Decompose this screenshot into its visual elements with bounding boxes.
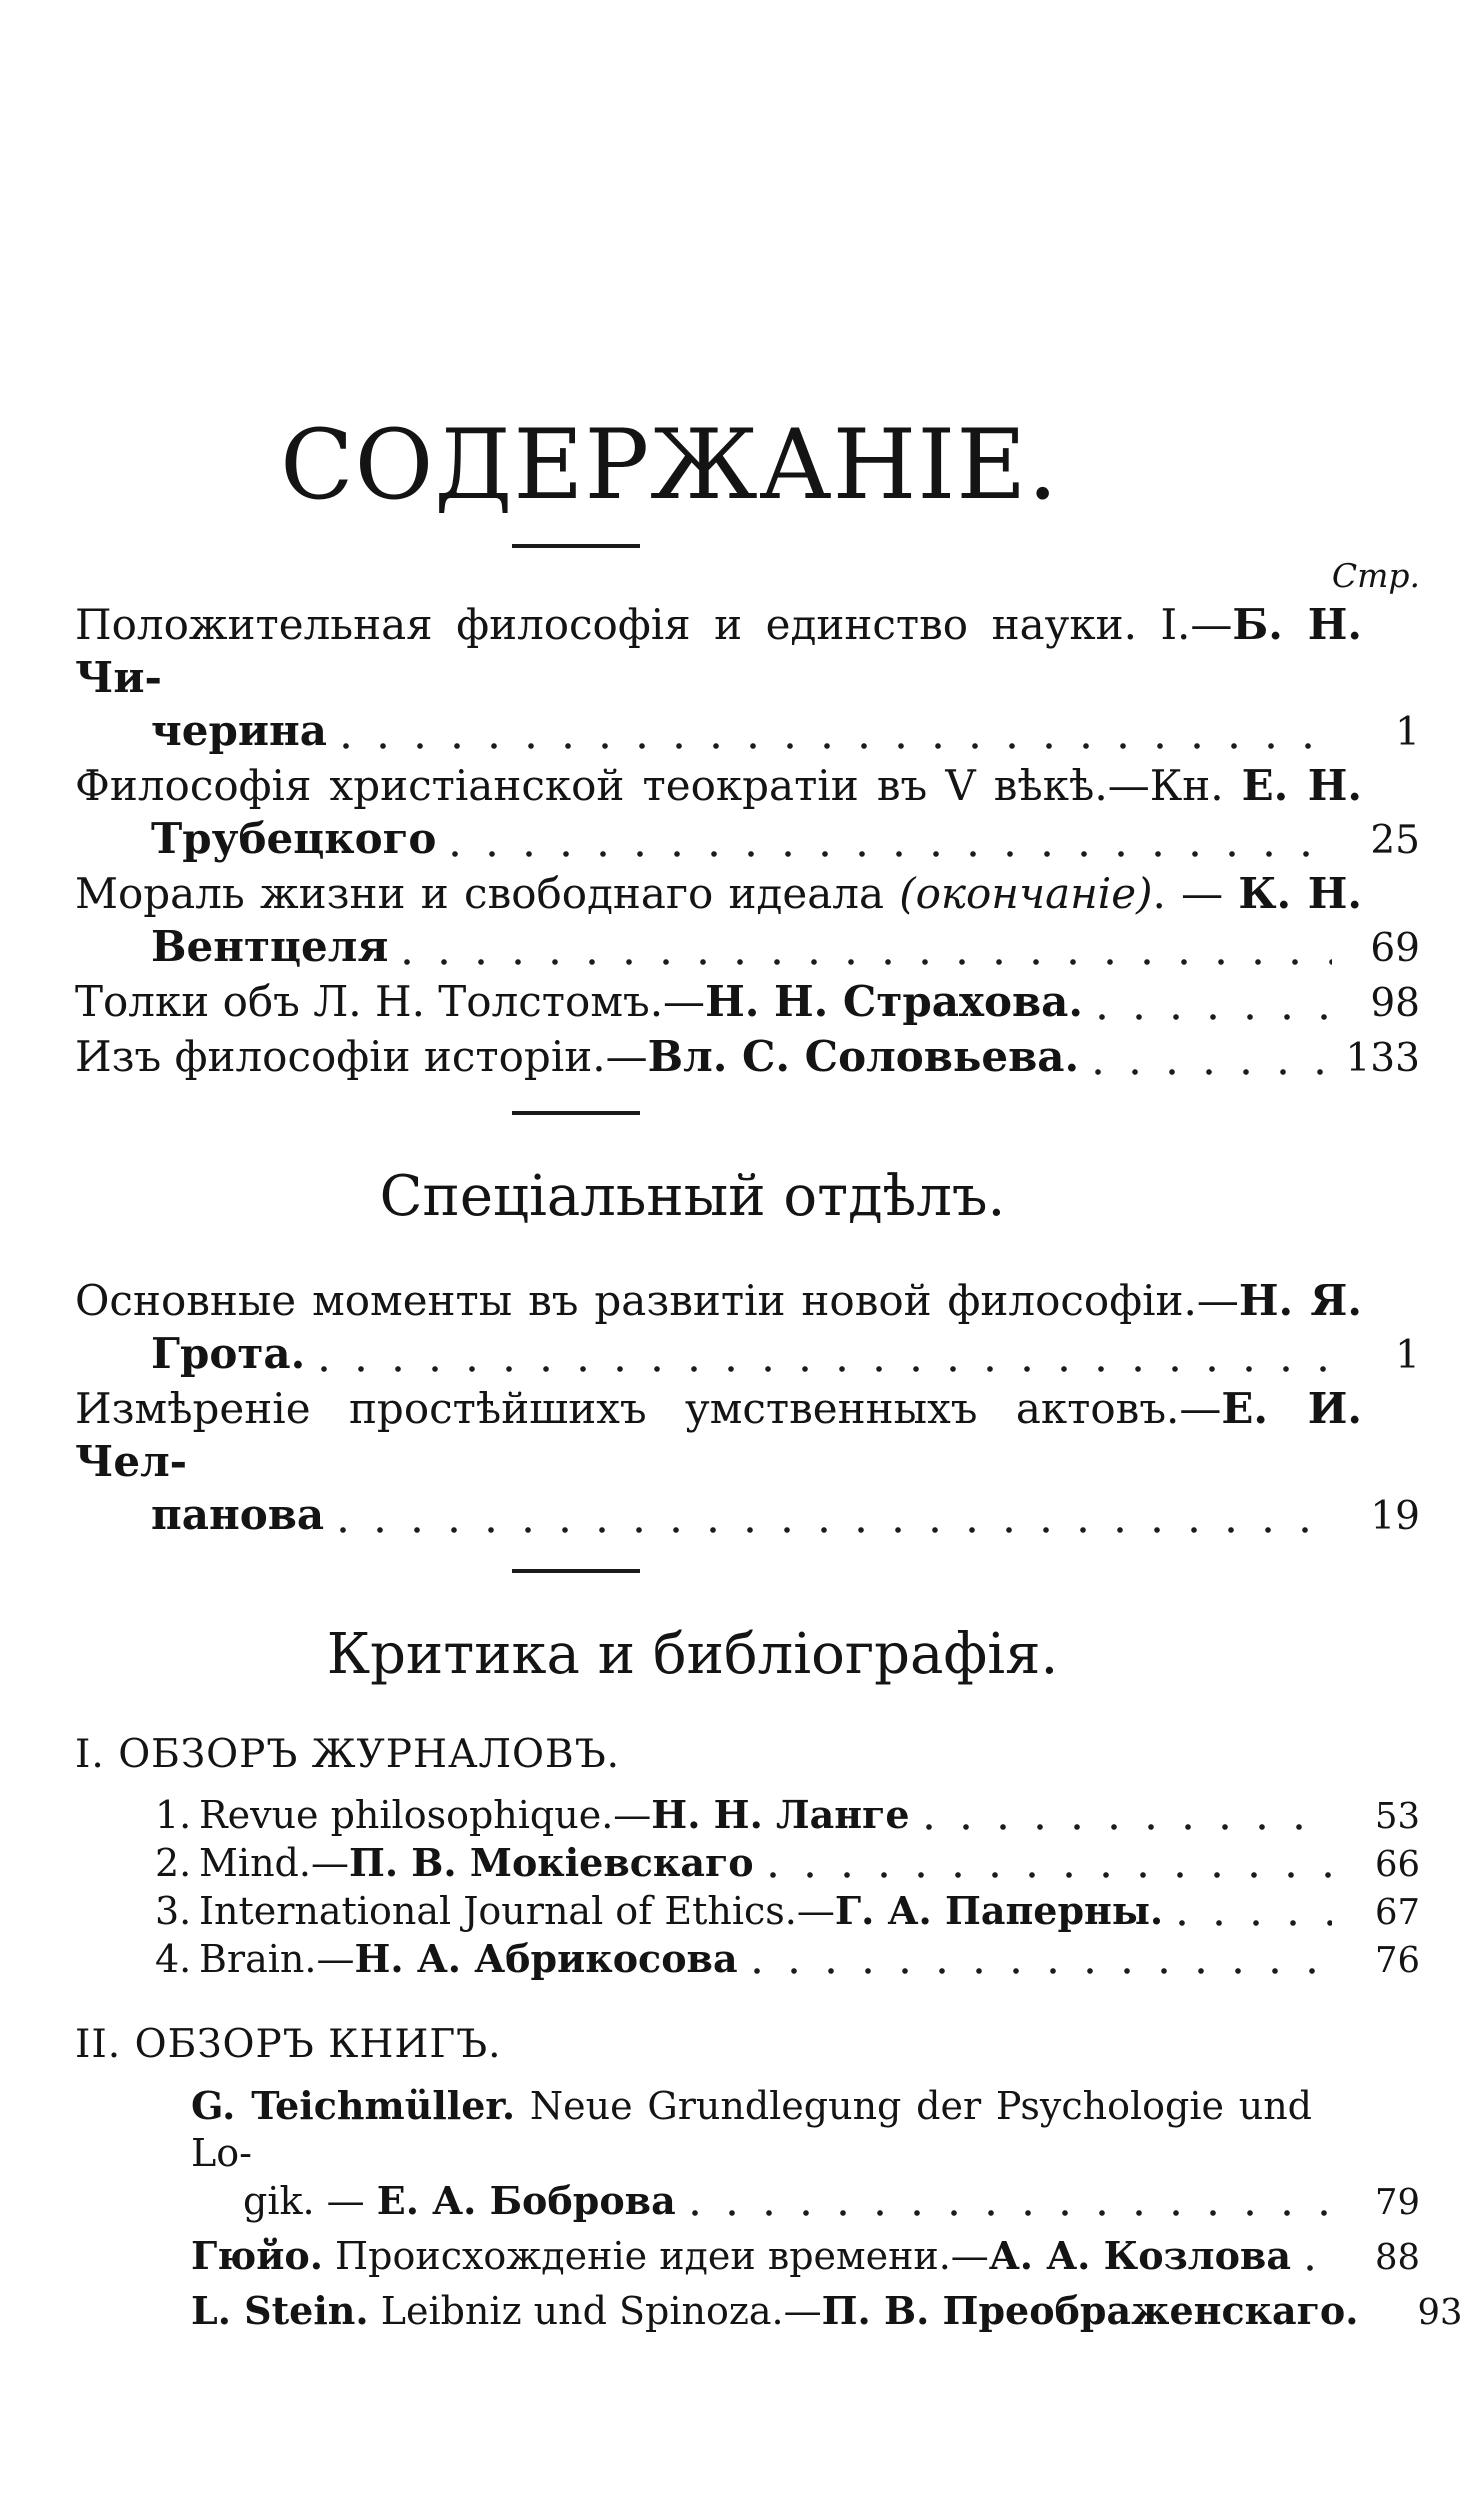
journal-item <box>75 1888 1420 1936</box>
entry-text: Изъ философіи исторіи.— <box>75 1031 648 1081</box>
dot-leader <box>692 2209 1332 2217</box>
entry-title <box>191 2287 1359 2335</box>
toc-entry <box>75 1030 1420 1085</box>
author-name: Вентцеля <box>151 921 389 971</box>
toc-entry <box>75 2232 1420 2281</box>
entry-title <box>75 975 1083 1028</box>
page-number: 53 <box>1375 1796 1420 1838</box>
author-name: Е. А. Боброва <box>376 2178 676 2224</box>
section-divider <box>512 1569 640 1573</box>
author-name: Е. Н. <box>1241 760 1363 810</box>
toc-line <box>75 1327 1420 1382</box>
toc-blocks <box>75 598 1463 2336</box>
entry-text: Основные моменты въ развитіи новой философіи.— <box>75 1276 1239 1325</box>
item-title <box>199 1888 1163 1934</box>
author-name: Н. А. Абрикосова <box>354 1936 738 1982</box>
author-name: П. В. Мокіевскаго <box>348 1840 754 1886</box>
toc-line <box>75 1488 1420 1543</box>
page-number: 93 <box>1417 2292 1463 2334</box>
author-name: Н. Н. Ланге <box>651 1792 910 1838</box>
toc-line <box>75 598 1420 704</box>
item-title <box>199 1840 754 1886</box>
entry-title <box>151 812 436 865</box>
toc-entry <box>75 598 1420 759</box>
entry-text: Положительная философія и единство науки. І.— <box>75 599 1233 649</box>
item-number: 1. <box>155 1793 192 1838</box>
toc-line <box>75 1274 1420 1327</box>
entry-text: Происхожденіе идеи времени.— <box>322 2234 989 2279</box>
entry-title <box>151 1488 324 1541</box>
entry-text: Neue Grundlegung der Psychologie und Lo- <box>191 2084 1313 2176</box>
dot-leader <box>754 1967 1332 1975</box>
author-name: Н. Я. <box>1238 1276 1362 1325</box>
author-name: G. Teichmüller. <box>191 2083 516 2129</box>
author-name: П. В. Преображенскаго. <box>821 2288 1359 2334</box>
entry-text: Измѣреніе простѣйшихъ умственныхъ актовъ.— <box>75 1384 1222 1433</box>
toc-line <box>75 975 1420 1030</box>
entry-title <box>151 1327 305 1380</box>
toc-line <box>75 759 1420 812</box>
dot-leader <box>321 1365 1332 1373</box>
journal-item <box>75 1840 1420 1888</box>
item-number: 3. <box>155 1889 192 1934</box>
page-number: 133 <box>1345 1035 1420 1081</box>
toc-line <box>75 1030 1420 1085</box>
entry-text: Толки объ Л. Н. Толстомъ.— <box>75 976 706 1026</box>
author-name: К. Н. <box>1238 868 1363 918</box>
toc-entry <box>75 1274 1420 1382</box>
page-number: 1 <box>1395 709 1420 755</box>
toc-entry <box>75 1382 1420 1543</box>
page-number: 76 <box>1375 1940 1420 1982</box>
author-name: Е. И. Чел- <box>75 1384 1363 1486</box>
subsection-heading: I. ОБЗОРЪ ЖУРНАЛОВЪ. <box>75 1732 621 1778</box>
section-heading: Критика и библіографія. <box>326 1622 1059 1687</box>
item-title <box>199 1792 910 1838</box>
author-name: L. Stein. <box>191 2288 369 2334</box>
page-number: 88 <box>1375 2237 1420 2279</box>
page-number: 79 <box>1375 2182 1420 2224</box>
entry-title <box>191 2232 1291 2280</box>
entry-text: gik. — <box>243 2179 377 2224</box>
dot-leader <box>1095 1068 1332 1076</box>
item-number: 4. <box>155 1937 192 1982</box>
section-heading: Спеціальный отдѣлъ. <box>379 1163 1006 1229</box>
toc-entry <box>75 759 1420 867</box>
dot-leader <box>1099 1013 1332 1021</box>
entry-text: Mind.— <box>199 1841 349 1886</box>
toc-line <box>75 812 1420 867</box>
page-number: 25 <box>1370 817 1420 863</box>
entry-text: . — <box>1152 868 1239 918</box>
page-number: 67 <box>1375 1892 1420 1934</box>
dot-leader <box>343 742 1332 750</box>
journal-item <box>75 1936 1420 1984</box>
toc-entry <box>75 2082 1420 2226</box>
dot-leader <box>1307 2264 1332 2272</box>
toc-entry <box>75 975 1420 1030</box>
section-divider <box>512 1111 640 1115</box>
entry-text: Leibniz und Spinoza.— <box>368 2289 822 2334</box>
dot-leader <box>404 958 1332 966</box>
author-name: черина <box>151 705 327 755</box>
page-number: 1 <box>1395 1333 1420 1378</box>
author-name: Трубецкого <box>151 813 437 863</box>
entry-text: Revue philosophique.— <box>199 1793 652 1838</box>
entry-title <box>243 2177 676 2225</box>
toc-line <box>75 2082 1420 2177</box>
page-number: 98 <box>1370 980 1420 1026</box>
dot-leader <box>1179 1919 1332 1927</box>
dot-leader <box>926 1823 1332 1831</box>
author-name: Б. Н. Чи- <box>75 599 1362 702</box>
subsection-heading: II. ОБЗОРЪ КНИГЪ. <box>75 2022 502 2068</box>
dot-leader <box>770 1871 1332 1879</box>
toc-entry <box>75 867 1420 975</box>
author-name: панова <box>151 1490 325 1539</box>
author-name: А. А. Козлова <box>988 2233 1291 2279</box>
toc-entry <box>75 2287 1463 2336</box>
journal-item <box>75 1792 1420 1840</box>
entry-title <box>151 704 327 757</box>
entry-text: International Journal of Ethics.— <box>199 1889 835 1934</box>
toc-line <box>75 920 1420 975</box>
toc-line <box>75 2232 1420 2281</box>
title-divider <box>512 544 640 548</box>
item-title <box>199 1936 738 1982</box>
page-number: 66 <box>1375 1844 1420 1886</box>
toc-line <box>75 1382 1420 1488</box>
entry-text: Мораль жизни и свободнаго идеала <box>75 868 900 918</box>
page-number: 69 <box>1370 925 1420 971</box>
page-column-label: Стр. <box>1331 555 1420 595</box>
page-title: СОДЕРЖАНІЕ. <box>280 409 1059 521</box>
entry-text: Brain.— <box>199 1937 355 1982</box>
toc-line <box>75 704 1420 759</box>
author-name: Н. Н. Страхова. <box>705 976 1084 1026</box>
entry-title <box>151 920 388 973</box>
toc-line <box>75 2177 1420 2226</box>
author-name: Г. А. Паперны. <box>834 1888 1164 1934</box>
entry-text: (окончаніе) <box>899 868 1153 918</box>
dot-leader <box>452 850 1332 858</box>
dot-leader <box>340 1526 1332 1534</box>
item-number: 2. <box>155 1841 192 1886</box>
entry-title <box>75 1030 1079 1083</box>
toc-line <box>75 867 1420 920</box>
author-name: Гюйо. <box>191 2233 323 2279</box>
entry-text: Философія христіанской теократіи въ V вѣкѣ.—Кн. <box>75 760 1242 810</box>
page-number: 19 <box>1370 1494 1420 1539</box>
toc-line <box>75 2287 1463 2336</box>
author-name: Вл. С. Соловьева. <box>647 1031 1080 1081</box>
author-name: Грота. <box>151 1329 306 1378</box>
